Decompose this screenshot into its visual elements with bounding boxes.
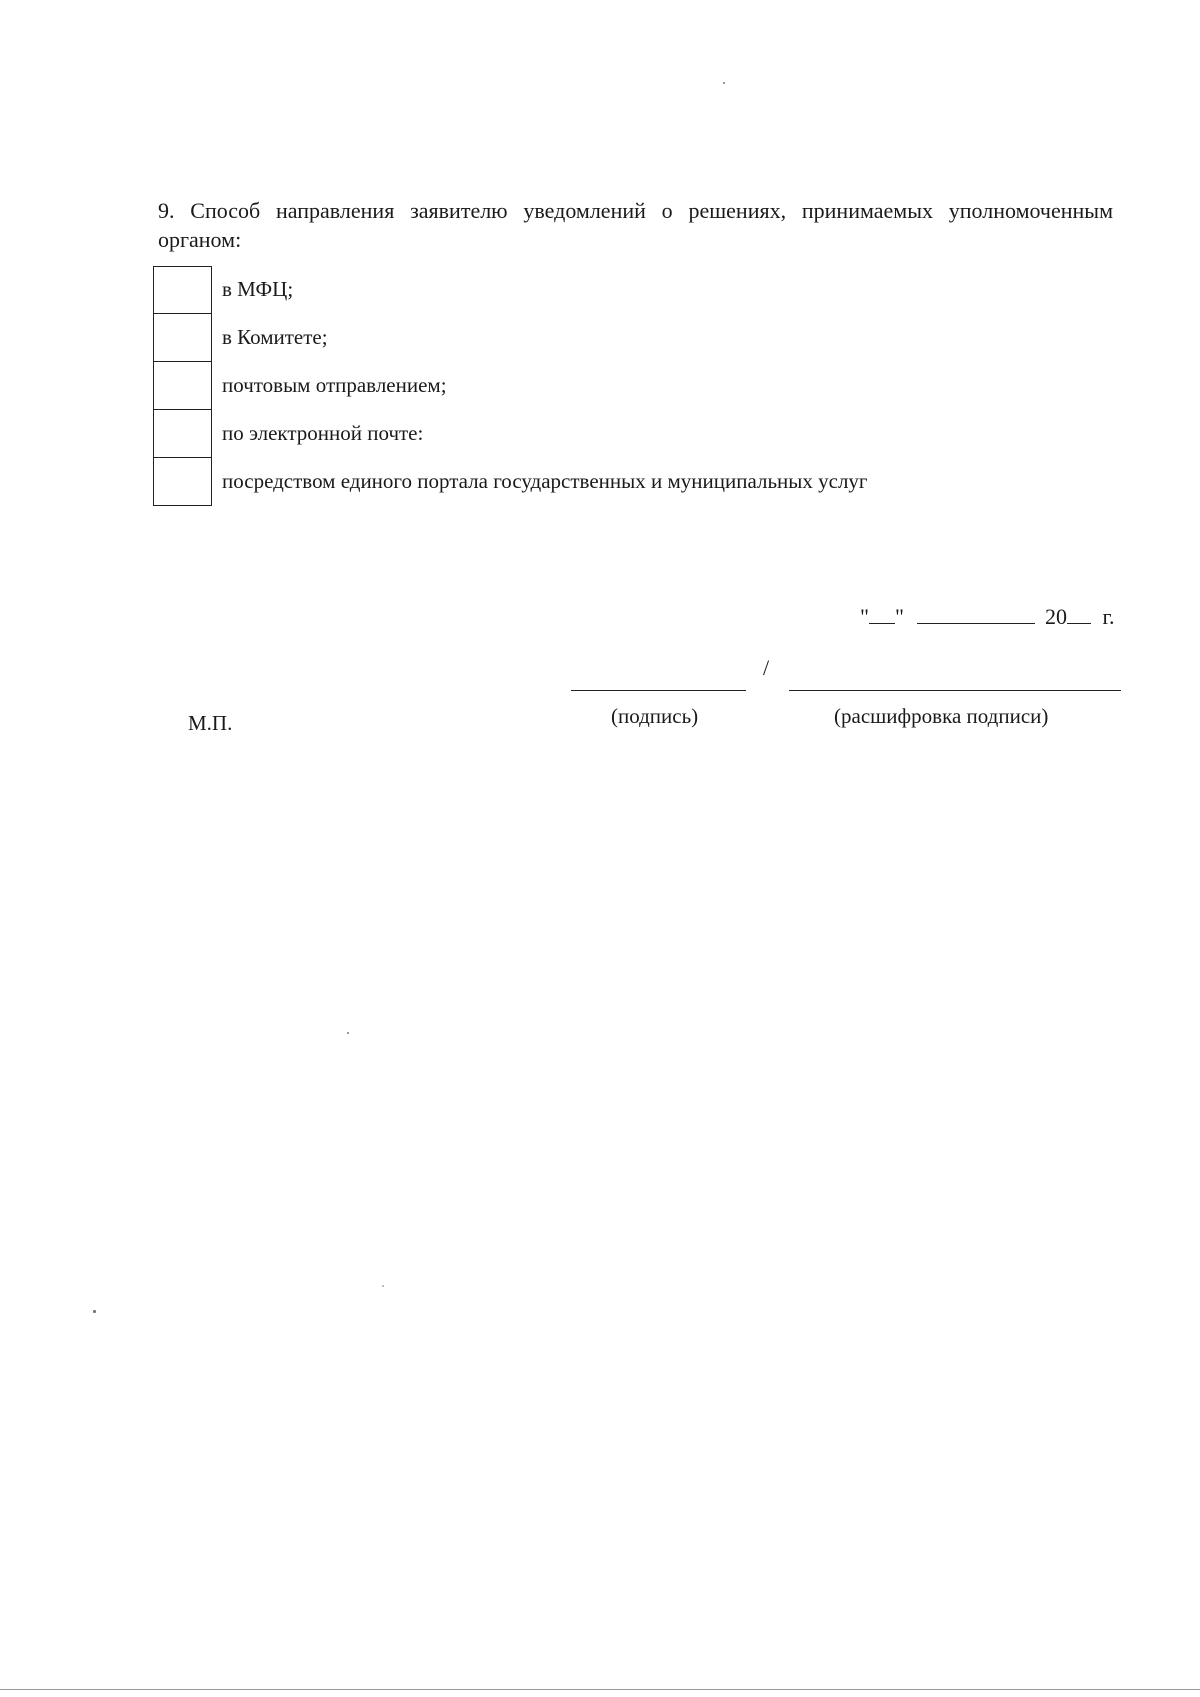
signature-decoding-blank[interactable]: [789, 690, 1121, 691]
option-label: в Комитете;: [222, 325, 328, 349]
checkbox-committee[interactable]: [153, 314, 212, 362]
day-blank[interactable]: [869, 605, 895, 624]
date-field: [860, 604, 1115, 630]
checkbox-mfc[interactable]: [153, 266, 212, 314]
option-label: по электронной почте:: [222, 421, 424, 445]
date-close-quote: ": [894, 604, 904, 629]
bottom-rule: [0, 1689, 1200, 1690]
signature-caption: (подпись): [611, 704, 699, 728]
checkbox-portal[interactable]: [153, 458, 212, 506]
option-label: почтовым отправлением;: [222, 373, 447, 397]
option-label: в МФЦ;: [222, 277, 294, 301]
section-heading: 9. Способ направления заявителю уведомлений о решениях, принимаемых уполномоченным органом:: [158, 198, 1113, 252]
scan-speck: [723, 82, 725, 84]
scan-speck: [93, 1310, 96, 1313]
signature-separator: /: [763, 655, 770, 680]
stamp-label: М.П.: [188, 711, 233, 735]
signature-blank[interactable]: [571, 690, 746, 691]
checkbox-email[interactable]: [153, 410, 212, 458]
scan-speck: [382, 1285, 384, 1287]
year-blank[interactable]: [1067, 605, 1091, 624]
decoding-caption: (расшифровка подписи): [834, 704, 1049, 728]
option-label: посредством единого портала государственных и муниципальных услуг: [222, 469, 868, 493]
year-prefix: 20: [1044, 604, 1067, 629]
checkbox-postal[interactable]: [153, 362, 212, 410]
year-suffix: г.: [1102, 604, 1115, 629]
month-blank[interactable]: [917, 605, 1035, 624]
scan-speck: [347, 1032, 349, 1034]
date-open-quote: ": [860, 604, 869, 629]
